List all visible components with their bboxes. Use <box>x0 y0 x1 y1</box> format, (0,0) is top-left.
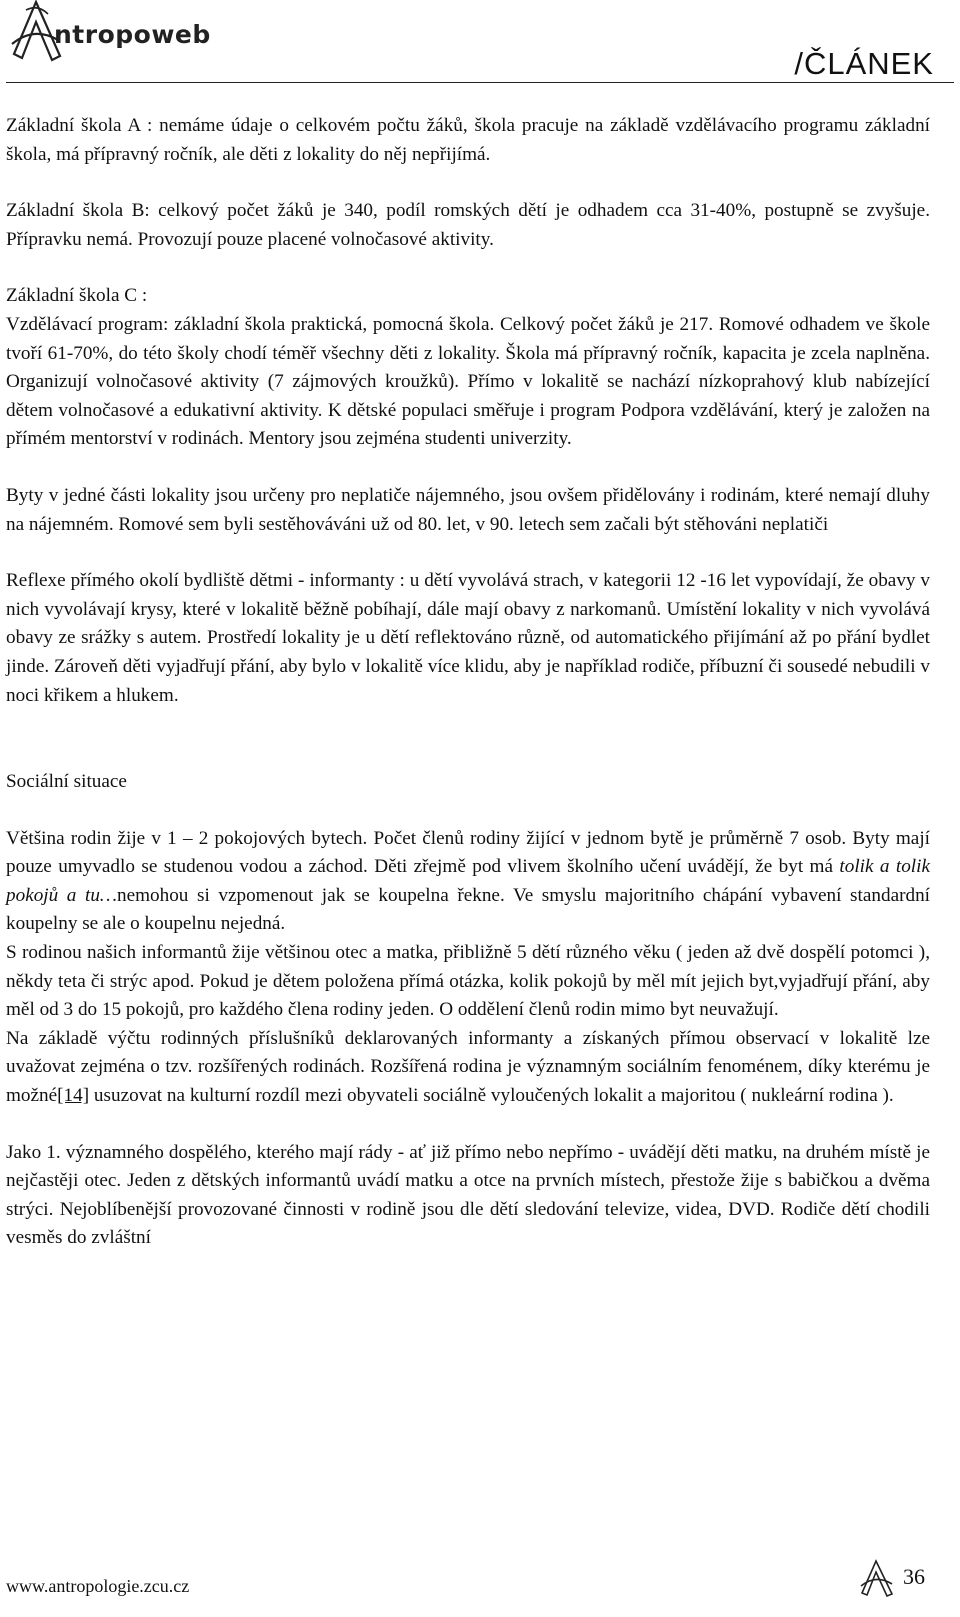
footer-url-link[interactable]: www.antropologie.zcu.cz <box>6 1576 190 1596</box>
paragraph-extended-family-text-a: Na základě výčtu rodinných příslušníků deklarovaných informanty a získaných přímou observací v lokalitě lze uvažovat zejména o tzv. rozšířených rodinách. Rozšířená rodina je významným sociálním fenoménem, díky kterému je možné <box>6 1027 930 1107</box>
section-heading-social: Sociální situace <box>6 771 127 793</box>
page-footer <box>0 1520 960 1617</box>
logo-text: ntropoweb <box>54 20 211 49</box>
page-header <box>0 0 960 84</box>
paragraph-school-a: Základní škola A : nemáme údaje o celkovém počtu žáků, škola pracuje na základě vzdělávacího programu základní škola, má přípravný ročník, ale děti z lokality do něj nepřijímá. <box>6 115 930 165</box>
paragraph-extended-family <box>6 1025 930 1111</box>
paragraph-households-quote: tolik a tolik pokojů a tu… <box>6 856 930 906</box>
antropoweb-logo[interactable] <box>8 0 238 66</box>
school-c-title: Základní škola C : <box>6 285 148 307</box>
paragraph-school-b: Základní škola B: celkový počet žáků je 340, podíl romských dětí je odhadem cca 31-40%, postupně se zvyšuje. Přípravku nemá. Provozují pouze placené volnočasové aktivity. <box>6 200 930 250</box>
paragraph-school-c: Vzdělávací program: základní škola praktická, pomocná škola. Celkový počet žáků je 217. Romové odhadem ve škole tvoří 61-70%, do této školy chodí téměř všechny děti z lokality. Škola má přípravný ročník, kapacita je zcela naplněna. Organizují volnočasové aktivity (7 zájmových kroužků). Přímo v lokalitě se nachází nízkoprahový klub nabízející dětem volnočasové a edukativní aktivity. K dětské populaci směřuje i program Podpora vzdělávání, který je založen na přímém mentorství v rodinách. Mentory jsou zejména studenti univerzity. <box>6 313 930 450</box>
paragraph-reflection: Reflexe přímého okolí bydliště dětmi - informanty : u dětí vyvolává strach, v kategorii 12 -16 let vypovídají, že obavy v nich vyvolávají krysy, které v lokalitě běžně pobíhají, dále mají obavy z narkomanů. Umístění lokality v nich vyvolává obavy ze srážky s autem. Prostředí lokality je u dětí reflektováno různě, od automatického přijímání až po přání bydlet jinde. Zároveň děti vyjadřují přání, aby bylo v lokalitě více klidu, aby je například rodiče, příbuzní či sousedé nebudili v noci křikem a hlukem. <box>6 570 930 706</box>
paragraph-households-text-b: nemohou si vzpomenout jak se koupelna řekne. Ve smyslu majoritního chápání vybavení standardní koupelny se ale o koupelnu nejedná. <box>6 884 930 935</box>
paragraph-housing: Byty v jedné části lokality jsou určeny pro neplatiče nájemného, jsou ovšem přidělovány i rodinám, které nemají dluhy na nájemném. Romové sem byli sestěhováváni už od 80. let, v 90. letech sem začali být stěhováni neplatiči <box>6 484 930 535</box>
paragraph-family: S rodinou našich informantů žije většinou otec a matka, přibližně 5 dětí různého věku ( jeden až dvě dospělí potomci ), někdy teta či strýc apod. Pokud je dětem položena přímá otázka, kolik pokojů by měl mít jejich byt,vyjadřují přání, aby měl od 3 do 15 pokojů, pro každého člena rodiny jeden. O oddělení členů rodin mimo byt neuvažují. <box>6 942 930 1021</box>
paragraph-significant-adult: Jako 1. významného dospělého, kterého mají rády - ať již přímo nebo nepřímo - uvádějí děti matku, na druhém místě je nejčastěji otec. Jeden z dětských informantů uvádí matku a otce na prvních místech, přestože žije s babičkou a dvěma strýci. Nejoblíbenější provozované činnosti v rodině jsou dle dětí sledování televize, videa, DVD. Rodiče dětí chodili vesměs do zvláštní <box>6 1141 930 1249</box>
paragraph-households-text-a: Většina rodin žije v 1 – 2 pokojových bytech. Počet členů rodiny žijící v jednom bytě je průměrně 7 osob. Byty mají pouze umyvadlo se studenou vodou a záchod. Děti zřejmě pod vlivem školního učení uvádějí, že byt má <box>6 827 930 878</box>
article-body <box>6 112 930 1253</box>
section-label: /ČLÁNEK <box>794 46 934 81</box>
paragraph-households <box>6 825 930 939</box>
footnote-link[interactable]: [14] <box>57 1085 90 1107</box>
paragraph-extended-family-text-b: usuzovat na kulturní rozdíl mezi obyvateli sociálně vyloučených lokalit a majoritou ( nukleární rodina ). <box>89 1085 894 1107</box>
page-number: 36 <box>903 1564 925 1589</box>
header-divider <box>6 82 954 83</box>
footer-logo-icon <box>858 1558 898 1598</box>
